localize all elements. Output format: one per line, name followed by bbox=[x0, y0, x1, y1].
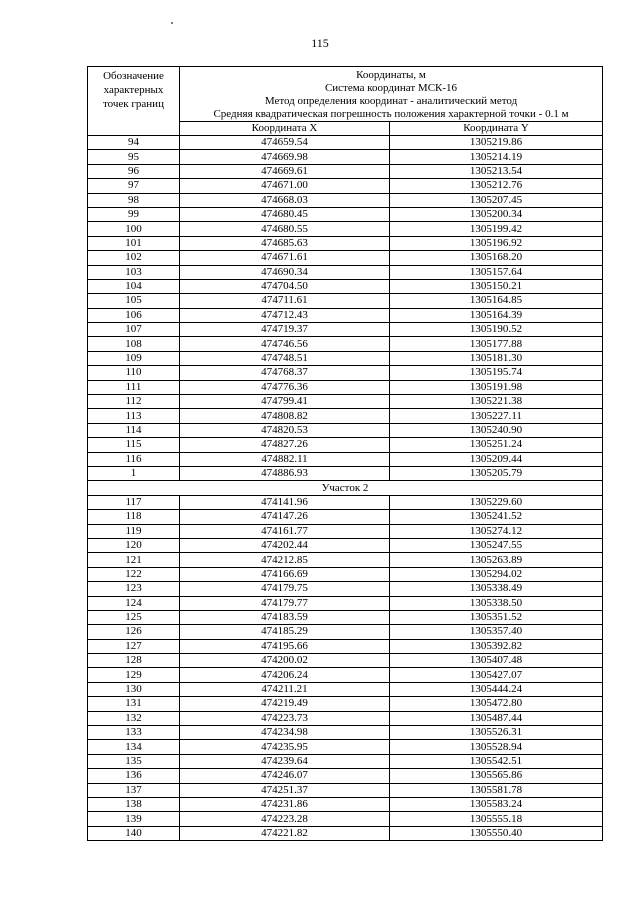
y-coordinate-cell: 1305357.40 bbox=[390, 625, 603, 639]
point-id-cell: 100 bbox=[88, 222, 180, 236]
x-coordinate-cell: 474219.49 bbox=[180, 697, 390, 711]
coordinates-title: Координаты, м bbox=[356, 69, 426, 81]
x-coordinate-cell: 474246.07 bbox=[180, 769, 390, 783]
table-row bbox=[88, 179, 603, 193]
x-coordinate-cell: 474195.66 bbox=[180, 639, 390, 653]
table-row bbox=[88, 323, 603, 337]
point-id-cell: 119 bbox=[88, 524, 180, 538]
y-coordinate-cell: 1305338.49 bbox=[390, 582, 603, 596]
y-coordinate-cell: 1305150.21 bbox=[390, 279, 603, 293]
table-row bbox=[88, 308, 603, 322]
table-row bbox=[88, 136, 603, 150]
x-coordinate-cell: 474161.77 bbox=[180, 524, 390, 538]
point-id-cell: 113 bbox=[88, 409, 180, 423]
point-id-cell: 132 bbox=[88, 711, 180, 725]
x-coordinate-cell: 474712.43 bbox=[180, 308, 390, 322]
y-coordinate-cell: 1305205.79 bbox=[390, 466, 603, 480]
point-id-cell: 95 bbox=[88, 150, 180, 164]
point-id-cell: 130 bbox=[88, 682, 180, 696]
x-coordinate-cell: 474659.54 bbox=[180, 136, 390, 150]
table-row bbox=[88, 538, 603, 552]
x-coordinate-cell: 474690.34 bbox=[180, 265, 390, 279]
x-coordinate-cell: 474719.37 bbox=[180, 323, 390, 337]
point-label-header-line: характерных bbox=[103, 84, 164, 96]
point-id-cell: 98 bbox=[88, 193, 180, 207]
x-coordinate-cell: 474671.61 bbox=[180, 251, 390, 265]
y-coordinate-cell: 1305241.52 bbox=[390, 510, 603, 524]
x-coordinate-cell: 474185.29 bbox=[180, 625, 390, 639]
x-coordinate-cell: 474882.11 bbox=[180, 452, 390, 466]
table-row bbox=[88, 423, 603, 437]
point-id-cell: 137 bbox=[88, 783, 180, 797]
point-label-header-line: Обозначение bbox=[103, 70, 164, 82]
x-coordinate-cell: 474147.26 bbox=[180, 510, 390, 524]
table-row bbox=[88, 711, 603, 725]
y-coordinate-cell: 1305565.86 bbox=[390, 769, 603, 783]
point-id-cell: 122 bbox=[88, 567, 180, 581]
x-coordinate-cell: 474212.85 bbox=[180, 553, 390, 567]
x-coordinate-cell: 474668.03 bbox=[180, 193, 390, 207]
y-column-header: Координата Y bbox=[390, 122, 603, 136]
page-number: 115 bbox=[311, 36, 329, 50]
table-row bbox=[88, 395, 603, 409]
x-coordinate-cell: 474669.98 bbox=[180, 150, 390, 164]
x-coordinate-cell: 474211.21 bbox=[180, 682, 390, 696]
point-id-cell: 115 bbox=[88, 438, 180, 452]
table-row bbox=[88, 826, 603, 840]
point-id-cell: 109 bbox=[88, 351, 180, 365]
point-id-cell: 135 bbox=[88, 754, 180, 768]
y-coordinate-cell: 1305351.52 bbox=[390, 610, 603, 624]
point-id-cell: 111 bbox=[88, 380, 180, 394]
point-id-cell: 107 bbox=[88, 323, 180, 337]
x-coordinate-cell: 474179.75 bbox=[180, 582, 390, 596]
table-row bbox=[88, 510, 603, 524]
y-coordinate-cell: 1305199.42 bbox=[390, 222, 603, 236]
point-id-cell: 97 bbox=[88, 179, 180, 193]
x-coordinate-cell: 474200.02 bbox=[180, 654, 390, 668]
table-row bbox=[88, 582, 603, 596]
point-id-cell: 129 bbox=[88, 668, 180, 682]
y-coordinate-cell: 1305200.34 bbox=[390, 207, 603, 221]
coordinates-table bbox=[87, 66, 603, 841]
section-row bbox=[88, 481, 603, 495]
point-id-cell: 99 bbox=[88, 207, 180, 221]
x-coordinate-cell: 474776.36 bbox=[180, 380, 390, 394]
point-id-cell: 94 bbox=[88, 136, 180, 150]
point-id-cell: 105 bbox=[88, 294, 180, 308]
table-row bbox=[88, 466, 603, 480]
table-row bbox=[88, 553, 603, 567]
table-row bbox=[88, 596, 603, 610]
y-coordinate-cell: 1305221.38 bbox=[390, 395, 603, 409]
table-row bbox=[88, 222, 603, 236]
point-id-cell: 116 bbox=[88, 452, 180, 466]
y-coordinate-cell: 1305214.19 bbox=[390, 150, 603, 164]
y-coordinate-cell: 1305157.64 bbox=[390, 265, 603, 279]
y-coordinate-cell: 1305247.55 bbox=[390, 538, 603, 552]
y-coordinate-cell: 1305427.07 bbox=[390, 668, 603, 682]
table-row bbox=[88, 409, 603, 423]
point-id-cell: 104 bbox=[88, 279, 180, 293]
x-coordinate-cell: 474748.51 bbox=[180, 351, 390, 365]
y-coordinate-cell: 1305542.51 bbox=[390, 754, 603, 768]
y-coordinate-cell: 1305212.76 bbox=[390, 179, 603, 193]
point-id-cell: 133 bbox=[88, 726, 180, 740]
point-id-cell: 1 bbox=[88, 466, 180, 480]
point-id-cell: 136 bbox=[88, 769, 180, 783]
table-header-row bbox=[88, 67, 603, 122]
point-id-cell: 123 bbox=[88, 582, 180, 596]
x-coordinate-cell: 474671.00 bbox=[180, 179, 390, 193]
x-coordinate-cell: 474768.37 bbox=[180, 366, 390, 380]
point-id-cell: 106 bbox=[88, 308, 180, 322]
y-coordinate-cell: 1305407.48 bbox=[390, 654, 603, 668]
y-coordinate-cell: 1305555.18 bbox=[390, 812, 603, 826]
y-coordinate-cell: 1305444.24 bbox=[390, 682, 603, 696]
x-column-header: Координата X bbox=[180, 122, 390, 136]
x-coordinate-cell: 474202.44 bbox=[180, 538, 390, 552]
y-coordinate-cell: 1305526.31 bbox=[390, 726, 603, 740]
table-row bbox=[88, 380, 603, 394]
table-row bbox=[88, 783, 603, 797]
y-coordinate-cell: 1305213.54 bbox=[390, 164, 603, 178]
point-id-cell: 128 bbox=[88, 654, 180, 668]
point-id-cell: 112 bbox=[88, 395, 180, 409]
y-coordinate-cell: 1305227.11 bbox=[390, 409, 603, 423]
point-id-cell: 139 bbox=[88, 812, 180, 826]
table-row bbox=[88, 726, 603, 740]
point-id-cell: 126 bbox=[88, 625, 180, 639]
table-row bbox=[88, 236, 603, 250]
table-row bbox=[88, 625, 603, 639]
x-coordinate-cell: 474746.56 bbox=[180, 337, 390, 351]
point-label-header bbox=[88, 67, 180, 136]
table-row bbox=[88, 438, 603, 452]
x-coordinate-cell: 474799.41 bbox=[180, 395, 390, 409]
table-row bbox=[88, 150, 603, 164]
x-coordinate-cell: 474711.61 bbox=[180, 294, 390, 308]
y-coordinate-cell: 1305251.24 bbox=[390, 438, 603, 452]
point-id-cell: 117 bbox=[88, 495, 180, 509]
y-coordinate-cell: 1305164.39 bbox=[390, 308, 603, 322]
x-coordinate-cell: 474206.24 bbox=[180, 668, 390, 682]
y-coordinate-cell: 1305196.92 bbox=[390, 236, 603, 250]
section-title: Участок 2 bbox=[88, 481, 603, 495]
y-coordinate-cell: 1305240.90 bbox=[390, 423, 603, 437]
point-id-cell: 131 bbox=[88, 697, 180, 711]
x-coordinate-cell: 474669.61 bbox=[180, 164, 390, 178]
table-row bbox=[88, 193, 603, 207]
coordinate-system: Система координат МСК-16 bbox=[324, 82, 458, 94]
y-coordinate-cell: 1305181.30 bbox=[390, 351, 603, 365]
y-coordinate-cell: 1305528.94 bbox=[390, 740, 603, 754]
point-id-cell: 134 bbox=[88, 740, 180, 754]
y-coordinate-cell: 1305195.74 bbox=[390, 366, 603, 380]
point-id-cell: 124 bbox=[88, 596, 180, 610]
point-id-cell: 101 bbox=[88, 236, 180, 250]
x-coordinate-cell: 474680.55 bbox=[180, 222, 390, 236]
x-coordinate-cell: 474221.82 bbox=[180, 826, 390, 840]
table-row bbox=[88, 740, 603, 754]
y-coordinate-cell: 1305219.86 bbox=[390, 136, 603, 150]
point-id-cell: 118 bbox=[88, 510, 180, 524]
point-id-cell: 140 bbox=[88, 826, 180, 840]
table-row bbox=[88, 610, 603, 624]
point-id-cell: 120 bbox=[88, 538, 180, 552]
point-id-cell: 125 bbox=[88, 610, 180, 624]
point-id-cell: 138 bbox=[88, 797, 180, 811]
x-coordinate-cell: 474685.63 bbox=[180, 236, 390, 250]
y-coordinate-cell: 1305263.89 bbox=[390, 553, 603, 567]
y-coordinate-cell: 1305583.24 bbox=[390, 797, 603, 811]
table-row bbox=[88, 279, 603, 293]
table-row bbox=[88, 812, 603, 826]
y-coordinate-cell: 1305229.60 bbox=[390, 495, 603, 509]
x-coordinate-cell: 474827.26 bbox=[180, 438, 390, 452]
table-row bbox=[88, 567, 603, 581]
point-id-cell: 121 bbox=[88, 553, 180, 567]
x-coordinate-cell: 474239.64 bbox=[180, 754, 390, 768]
y-coordinate-cell: 1305487.44 bbox=[390, 711, 603, 725]
x-coordinate-cell: 474166.69 bbox=[180, 567, 390, 581]
x-coordinate-cell: 474886.93 bbox=[180, 466, 390, 480]
table-row bbox=[88, 654, 603, 668]
y-coordinate-cell: 1305581.78 bbox=[390, 783, 603, 797]
table-row bbox=[88, 639, 603, 653]
x-coordinate-cell: 474141.96 bbox=[180, 495, 390, 509]
table-row bbox=[88, 754, 603, 768]
point-id-cell: 108 bbox=[88, 337, 180, 351]
x-coordinate-cell: 474223.73 bbox=[180, 711, 390, 725]
table-row bbox=[88, 769, 603, 783]
x-coordinate-cell: 474820.53 bbox=[180, 423, 390, 437]
y-coordinate-cell: 1305550.40 bbox=[390, 826, 603, 840]
table-row bbox=[88, 452, 603, 466]
table-row bbox=[88, 251, 603, 265]
x-coordinate-cell: 474234.98 bbox=[180, 726, 390, 740]
table-body bbox=[88, 136, 603, 841]
table-row bbox=[88, 682, 603, 696]
y-coordinate-cell: 1305294.02 bbox=[390, 567, 603, 581]
x-coordinate-cell: 474223.28 bbox=[180, 812, 390, 826]
table-row bbox=[88, 668, 603, 682]
x-coordinate-cell: 474808.82 bbox=[180, 409, 390, 423]
point-label-header-line: точек границ bbox=[103, 98, 164, 110]
x-coordinate-cell: 474231.86 bbox=[180, 797, 390, 811]
y-coordinate-cell: 1305472.80 bbox=[390, 697, 603, 711]
table-row bbox=[88, 797, 603, 811]
y-coordinate-cell: 1305190.52 bbox=[390, 323, 603, 337]
x-coordinate-cell: 474183.59 bbox=[180, 610, 390, 624]
y-coordinate-cell: 1305177.88 bbox=[390, 337, 603, 351]
table-row bbox=[88, 495, 603, 509]
y-coordinate-cell: 1305274.12 bbox=[390, 524, 603, 538]
table-row bbox=[88, 164, 603, 178]
determination-method: Метод определения координат - аналитический метод bbox=[264, 95, 518, 107]
table-row bbox=[88, 697, 603, 711]
table-row bbox=[88, 265, 603, 279]
table-row bbox=[88, 337, 603, 351]
table-row bbox=[88, 524, 603, 538]
x-coordinate-cell: 474179.77 bbox=[180, 596, 390, 610]
table-row bbox=[88, 351, 603, 365]
scan-speck bbox=[171, 22, 173, 24]
point-id-cell: 127 bbox=[88, 639, 180, 653]
x-coordinate-cell: 474680.45 bbox=[180, 207, 390, 221]
point-id-cell: 102 bbox=[88, 251, 180, 265]
point-id-cell: 96 bbox=[88, 164, 180, 178]
x-coordinate-cell: 474251.37 bbox=[180, 783, 390, 797]
y-coordinate-cell: 1305168.20 bbox=[390, 251, 603, 265]
point-id-cell: 103 bbox=[88, 265, 180, 279]
y-coordinate-cell: 1305392.82 bbox=[390, 639, 603, 653]
x-coordinate-cell: 474235.95 bbox=[180, 740, 390, 754]
y-coordinate-cell: 1305209.44 bbox=[390, 452, 603, 466]
x-coordinate-cell: 474704.50 bbox=[180, 279, 390, 293]
y-coordinate-cell: 1305164.85 bbox=[390, 294, 603, 308]
table-row bbox=[88, 366, 603, 380]
table-row bbox=[88, 207, 603, 221]
point-id-cell: 110 bbox=[88, 366, 180, 380]
y-coordinate-cell: 1305207.45 bbox=[390, 193, 603, 207]
y-coordinate-cell: 1305191.98 bbox=[390, 380, 603, 394]
accuracy-note: Средняя квадратическая погрешность положения характерной точки - 0.1 м bbox=[213, 108, 569, 120]
coordinates-header bbox=[180, 67, 603, 122]
point-id-cell: 114 bbox=[88, 423, 180, 437]
y-coordinate-cell: 1305338.50 bbox=[390, 596, 603, 610]
table-row bbox=[88, 294, 603, 308]
